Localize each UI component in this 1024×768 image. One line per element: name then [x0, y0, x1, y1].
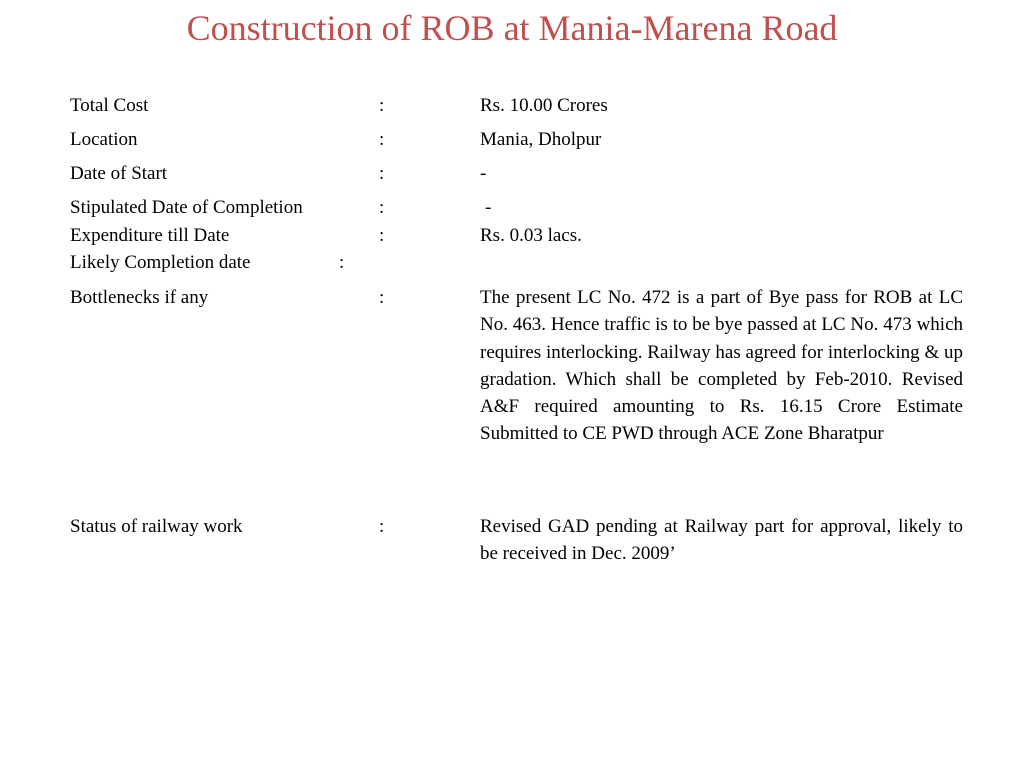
railway-status-value: Revised GAD pending at Railway part for approval, likely to be received in Dec. 2009’ [480, 516, 963, 565]
bottlenecks-value: The present LC No. 472 is a part of Bye pass for ROB at LC No. 463. Hence traffic is to be bye passed at LC No. 473 which requires interlocking. Railway has agreed for interlocking & up gradation. Which shall be completed by Feb-2010. Revised A&F required amounting to Rs. 16.15 Crore Estimate Submitted to CE PWD through ACE Zone Bharatpur [480, 287, 963, 445]
railway-status-label: Status of railway work [70, 516, 243, 537]
date-of-start-separator: : [379, 163, 385, 184]
date-of-start-label: Date of Start [70, 163, 168, 184]
stipulated-completion-label: Stipulated Date of Completion [70, 197, 303, 218]
total-cost-separator: : [379, 95, 385, 116]
location-separator: : [379, 129, 385, 150]
bottlenecks-label: Bottlenecks if any [70, 287, 209, 308]
total-cost-label: Total Cost [70, 95, 149, 116]
location-value: Mania, Dholpur [480, 129, 602, 150]
total-cost-value: Rs. 10.00 Crores [480, 95, 608, 116]
date-of-start-value: - [480, 163, 487, 184]
likely-completion-separator: : [339, 252, 345, 273]
expenditure-separator: : [379, 225, 385, 246]
stipulated-completion-separator: : [379, 197, 385, 218]
likely-completion-label: Likely Completion date [70, 252, 251, 273]
railway-status-separator: : [379, 516, 385, 537]
stipulated-completion-value: - [485, 197, 492, 218]
page-title: Construction of ROB at Mania-Marena Road [186, 8, 838, 48]
expenditure-label: Expenditure till Date [70, 225, 230, 246]
location-label: Location [70, 129, 138, 150]
expenditure-value: Rs. 0.03 lacs. [480, 225, 582, 246]
bottlenecks-separator: : [379, 287, 385, 308]
